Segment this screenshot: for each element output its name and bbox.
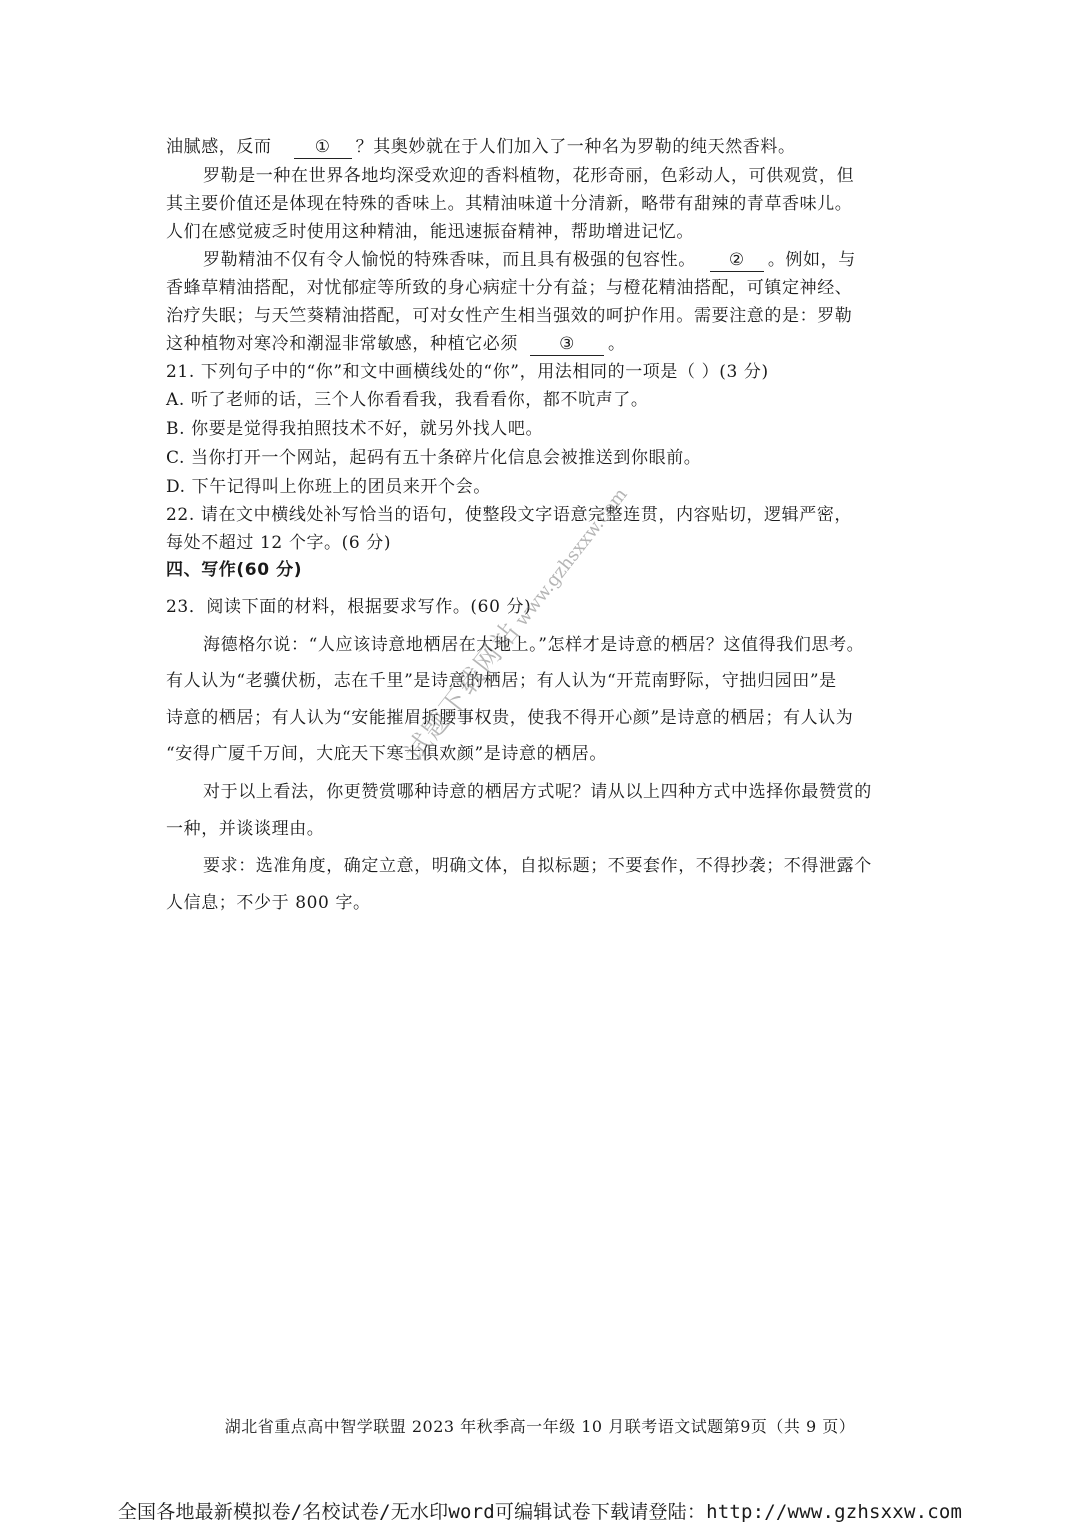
question-22: 22. 请在文中横线处补写恰当的语句，使整段文字语意完整连贯，内容贴切，逻辑严密， [166, 505, 853, 525]
passage-text: 。 [608, 334, 626, 354]
section-title-writing: 四、写作(60 分) [166, 560, 303, 580]
passage-text: ？其奥妙就在于人们加入了一种名为罗勒的纯天然香料。 [355, 137, 796, 157]
option-d: D. 下午记得叫上你班上的团员来开个会。 [166, 477, 491, 497]
passage-text: 这种植物对寒冷和潮湿非常敏感，种植它必须 [166, 334, 518, 354]
question-22-cont: 每处不超过 12 个字。(6 分) [166, 533, 392, 553]
passage-text: 油腻感，反而 [166, 137, 272, 157]
passage-text: 。例如，与 [767, 250, 856, 270]
page-footer: 湖北省重点高中智学联盟 2023 年秋季高一年级 10 月联考语文试题第9页（共 9 页） [224, 1417, 856, 1436]
passage-line-2: 罗勒是一种在世界各地均深受欢迎的香料植物，花形奇丽，色彩动人，可供观赏，但 [203, 166, 855, 186]
material-line-1: 海德格尔说：“人应该诗意地栖居在大地上。”怎样才是诗意的栖居？这值得我们思考。 [203, 635, 865, 655]
option-c: C. 当你打开一个网站，起码有五十条碎片化信息会被推送到你眼前。 [166, 448, 702, 468]
prompt-line-2: 一种，并谈谈理由。 [166, 819, 325, 839]
passage-line-1 [166, 136, 796, 159]
watermark-text: 试题下载网站 [399, 616, 527, 768]
blank-1: ① [294, 136, 352, 159]
download-banner: 全国各地最新模拟卷/名校试卷/无水印word可编辑试卷下载请登陆：http://www.gzhsxxw.com [117, 1501, 963, 1523]
blank-2: ② [710, 249, 764, 272]
passage-line-5 [203, 249, 856, 272]
prompt-line-1: 对于以上看法，你更赞赏哪种诗意的栖居方式呢？请从以上四种方式中选择你最赞赏的 [203, 782, 872, 802]
watermark-url: www.gzhsxxw.com [511, 484, 632, 631]
material-line-3: 诗意的栖居；有人认为“安能摧眉折腰事权贵，使我不得开心颜”是诗意的栖居；有人认为 [166, 708, 854, 728]
material-line-4: “安得广厦千万间，大庇天下寒士俱欢颜”是诗意的栖居。 [166, 744, 607, 764]
blank-3: ③ [530, 333, 604, 356]
passage-line-6: 香蜂草精油搭配，对忧郁症等所致的身心病症十分有益；与橙花精油搭配，可镇定神经、 [166, 278, 853, 298]
passage-line-3: 其主要价值还是体现在特殊的香味上。其精油味道十分清新，略带有甜辣的青草香味儿。 [166, 194, 853, 214]
question-21: 21. 下列句子中的“你”和文中画横线处的“你”，用法相同的一项是（ ）(3 分) [166, 362, 769, 382]
passage-line-8 [166, 333, 626, 356]
option-b: B. 你要是觉得我拍照技术不好，就另外找人吧。 [166, 419, 544, 439]
option-a: A. 听了老师的话，三个人你看看我，我看看你，都不吭声了。 [166, 390, 649, 410]
requirement-line-2: 人信息；不少于 800 字。 [166, 893, 371, 913]
material-line-2: 有人认为“老骥伏枥，志在千里”是诗意的栖居；有人认为“开荒南野际，守拙归园田”是 [166, 671, 837, 691]
passage-text: 罗勒精油不仅有令人愉悦的特殊香味，而且具有极强的包容性。 [203, 250, 696, 270]
passage-line-7: 治疗失眠；与天竺葵精油搭配，可对女性产生相当强效的呵护作用。需要注意的是：罗勒 [166, 306, 853, 326]
question-23: 23．阅读下面的材料，根据要求写作。(60 分) [166, 597, 532, 617]
requirement-line-1: 要求：选准角度，确定立意，明确文体，自拟标题；不要套作，不得抄袭；不得泄露个 [203, 856, 872, 876]
passage-line-4: 人们在感觉疲乏时使用这种精油，能迅速振奋精神，帮助增进记忆。 [166, 222, 694, 242]
